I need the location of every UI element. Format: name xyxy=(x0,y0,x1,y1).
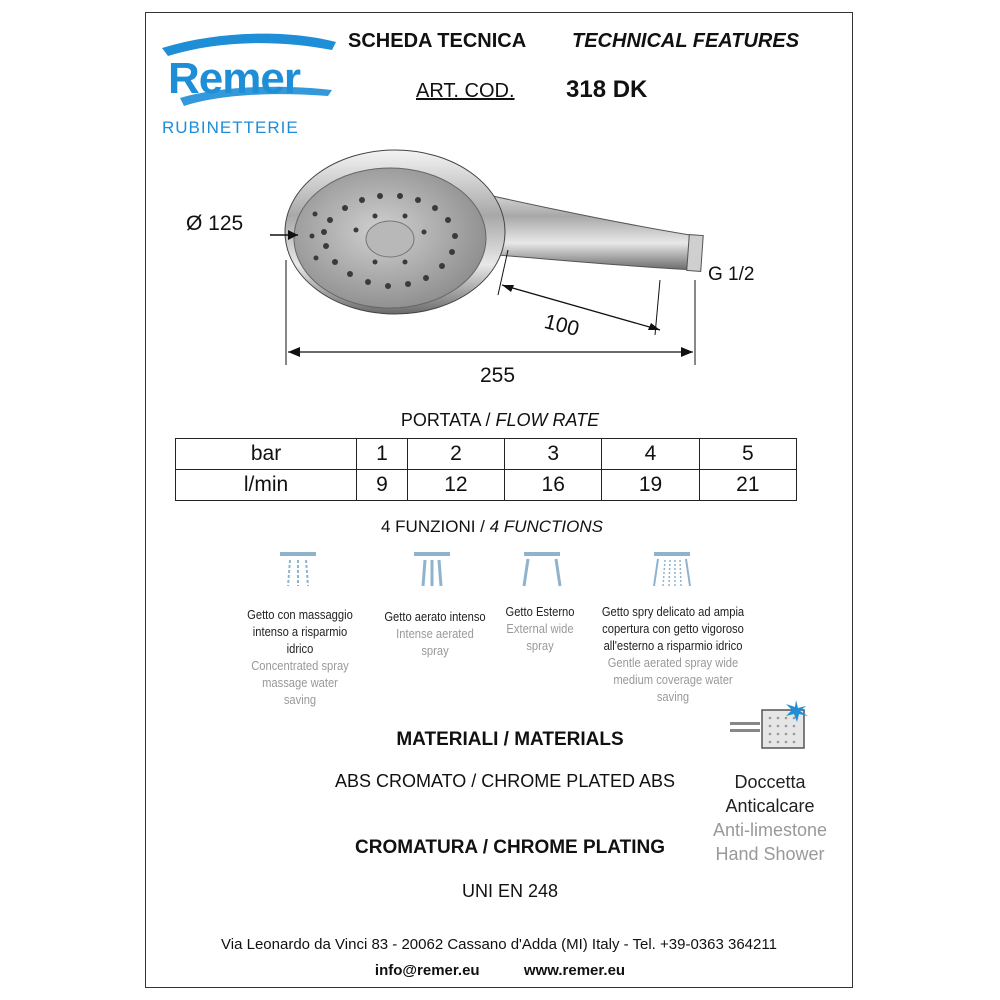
logo-wordmark: Remer xyxy=(168,54,300,103)
function-4-en-line: Gentle aerated spray wide xyxy=(607,655,739,670)
table-cell: 5 xyxy=(699,439,796,470)
footer-address: Via Leonardo da Vinci 83 - 20062 Cassano d'Adda (MI) Italy - Tel. +39-0363 364211 xyxy=(221,936,777,953)
function-1-en-line: Concentrated spray xyxy=(251,658,349,673)
external-spray-icon xyxy=(520,550,564,590)
table-row xyxy=(176,470,797,501)
table-cell: 19 xyxy=(602,470,699,501)
logo-subtitle: RUBINETTERIE xyxy=(162,118,299,137)
table-cell: 9 xyxy=(357,470,408,501)
function-3-it-line: Getto Esterno xyxy=(505,604,575,619)
art-code-label: ART. COD. xyxy=(416,80,515,102)
table-cell: bar xyxy=(176,439,357,470)
anticalc-it-line: Anticalcare xyxy=(725,796,815,816)
function-4-it-line: all'esterno a risparmio idrico xyxy=(603,638,743,653)
shower-drawing xyxy=(180,140,780,400)
footer-contacts xyxy=(0,962,1000,979)
table-cell: l/min xyxy=(176,470,357,501)
functions-title-en: 4 FUNCTIONS xyxy=(489,517,603,536)
function-1-en-line: massage water xyxy=(262,675,338,690)
anti-limestone-icon xyxy=(730,698,814,754)
function-4-it-line: Getto spry delicato ad ampia xyxy=(601,604,745,619)
plating-title: CROMATURA / CHROME PLATING xyxy=(355,837,665,858)
table-cell: 16 xyxy=(505,470,602,501)
flow-title-en: FLOW RATE xyxy=(495,410,600,430)
materials-title: MATERIALI / MATERIALS xyxy=(396,729,624,750)
functions-title-it: 4 FUNZIONI / xyxy=(381,517,485,536)
table-cell: 2 xyxy=(407,439,504,470)
function-4-en-line: medium coverage water xyxy=(613,672,733,687)
table-cell: 4 xyxy=(602,439,699,470)
function-1-en-line: saving xyxy=(283,692,317,707)
dimension-thread: G 1/2 xyxy=(708,264,755,285)
function-1-it-line: idrico xyxy=(286,641,314,656)
footer-website-link[interactable]: www.remer.eu xyxy=(523,962,626,979)
function-2-en-line: spray xyxy=(421,643,449,658)
anticalc-en-line: Anti-limestone xyxy=(712,820,828,840)
function-2-it-line: Getto aerato intenso xyxy=(384,609,486,624)
function-1-text xyxy=(231,606,369,708)
function-2-text xyxy=(371,608,500,659)
aerated-spray-icon xyxy=(412,550,452,590)
functions-title xyxy=(0,517,984,537)
anticalc-it-line: Doccetta xyxy=(734,772,806,792)
table-cell: 1 xyxy=(357,439,408,470)
table-cell: 3 xyxy=(505,439,602,470)
table-row xyxy=(176,439,797,470)
function-2-en-line: Intense aerated xyxy=(396,626,474,641)
function-3-text xyxy=(488,603,591,654)
function-1-it-line: Getto con massaggio xyxy=(247,607,353,622)
materials-value: ABS CROMATO / CHROME PLATED ABS xyxy=(334,771,676,791)
art-code-value: 318 DK xyxy=(566,76,648,103)
title-italian: SCHEDA TECNICA xyxy=(348,30,527,52)
function-3-en-line: External wide xyxy=(506,621,574,636)
dimension-diameter: Ø 125 xyxy=(186,212,244,235)
dimension-handle-length: 100 xyxy=(541,310,582,341)
flow-rate-title xyxy=(0,410,1000,431)
title-english: TECHNICAL FEATURES xyxy=(572,30,800,52)
function-4-text xyxy=(591,603,754,705)
function-4-en-line: saving xyxy=(656,689,690,704)
brand-logo xyxy=(160,28,340,138)
concentrated-spray-icon xyxy=(278,550,318,590)
table-cell: 21 xyxy=(699,470,796,501)
function-3-en-line: spray xyxy=(526,638,554,653)
anticalc-en-line: Hand Shower xyxy=(715,844,825,864)
anti-limestone-text xyxy=(700,770,840,866)
function-4-it-line: copertura con getto vigoroso xyxy=(602,621,744,636)
plating-value: UNI EN 248 xyxy=(461,881,559,901)
dimension-total-length: 255 xyxy=(480,364,516,387)
flow-title-it: PORTATA / xyxy=(400,410,491,430)
footer-email-link[interactable]: info@remer.eu xyxy=(374,962,480,979)
flow-rate-table xyxy=(175,438,797,501)
table-cell: 12 xyxy=(407,470,504,501)
function-1-it-line: intenso a risparmio xyxy=(252,624,348,639)
gentle-spray-icon xyxy=(650,550,694,590)
